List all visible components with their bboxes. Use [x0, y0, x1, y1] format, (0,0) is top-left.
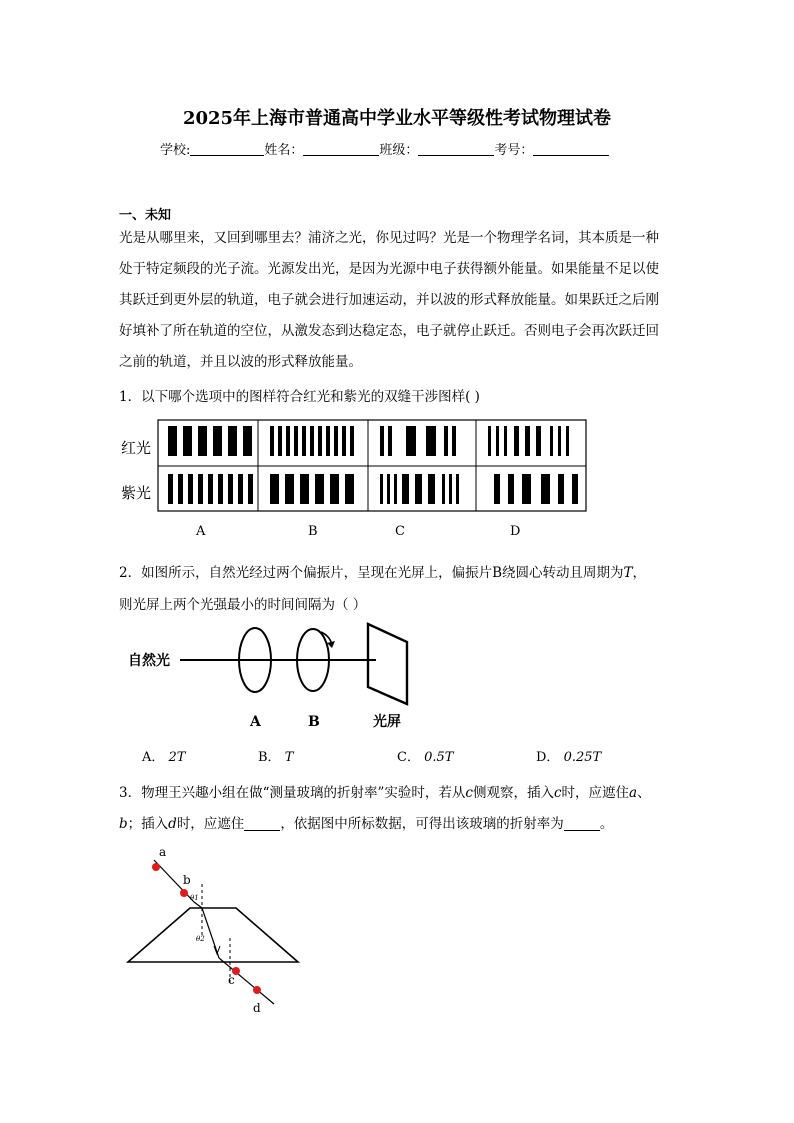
- q3-text: 侧观察，插入: [472, 785, 554, 801]
- class-label: 班级：: [379, 143, 419, 158]
- refracted-ray: [202, 908, 219, 958]
- fringe-bar: [536, 426, 541, 456]
- fringe-bar: [243, 426, 252, 456]
- fringe-bar: [198, 426, 207, 456]
- fringe-bar: [496, 426, 499, 456]
- student-info-line: [160, 139, 609, 158]
- ray-arrow: [214, 946, 220, 954]
- theta1-label: θ1: [190, 894, 199, 902]
- fringe-bar: [525, 426, 530, 456]
- fringe-bar: [188, 474, 193, 504]
- q1-option-d: D: [510, 524, 521, 539]
- q3-var: b: [119, 816, 128, 832]
- fringe-bar: [558, 474, 564, 504]
- fringe-bar: [248, 474, 253, 504]
- fringe-bar: [270, 426, 274, 456]
- passage-line: 之前的轨道，并且以波的形式释放能量。: [119, 354, 362, 370]
- q1-option-c: C: [395, 524, 405, 539]
- fringe-bar: [394, 474, 397, 504]
- fringe-bar: [442, 474, 445, 504]
- fringe-bar: [449, 474, 452, 504]
- q3-text: 时，应遮住: [561, 785, 630, 801]
- school-blank: [190, 142, 264, 156]
- fringe-bar: [270, 474, 279, 504]
- q3-text: 。: [599, 816, 614, 832]
- fringe-bar: [183, 426, 192, 456]
- q3-var: c: [465, 785, 473, 801]
- option-letter: B．: [258, 750, 281, 765]
- fringe-bar: [213, 426, 222, 456]
- answer-blank[interactable]: [564, 816, 600, 831]
- passage-line: 处于特定频段的光子流。光源发出光，是因为光源中电子获得额外能量。如果能量不足以使: [119, 261, 659, 277]
- q3-line1: [119, 781, 651, 801]
- fringe-bar: [326, 426, 330, 456]
- fringe-bar: [300, 474, 309, 504]
- q3-text: ，依据图中所标数据，可得出该玻璃的折射率为: [280, 816, 564, 832]
- fringe-bar: [426, 426, 436, 456]
- fringe-bar: [302, 426, 306, 456]
- screen-label: 光屏: [373, 714, 401, 730]
- fringe-bar: [387, 474, 390, 504]
- theta2-label: θ2: [196, 935, 205, 943]
- fringe-bar: [456, 474, 459, 504]
- fringe-bar: [168, 426, 177, 456]
- page-title: 2025年上海市普通高中学业水平等级性考试物理试卷: [182, 108, 612, 129]
- fringe-bar: [550, 426, 553, 456]
- fringe-bar: [415, 474, 422, 504]
- q3-text: 时，应遮住: [176, 816, 245, 832]
- fringe-bar: [350, 426, 354, 456]
- natural-light-label: 自然光: [128, 653, 170, 669]
- q2-option-b: [258, 746, 293, 765]
- fringe-bar: [310, 426, 314, 456]
- fringe-bar: [286, 426, 290, 456]
- q3-text: 3．物理王兴趣小组在做“测量玻璃的折射率”实验时，若从: [119, 785, 466, 801]
- incident-ray-end: [194, 902, 202, 908]
- q3-var: c: [553, 785, 562, 801]
- q1-interference-figure: [118, 414, 590, 540]
- fringe-bar: [380, 474, 383, 504]
- pin-a: [152, 863, 160, 871]
- fringe-bar: [318, 426, 322, 456]
- school-label: 学校:: [160, 143, 191, 158]
- fringe-bar: [380, 426, 384, 456]
- option-value: T: [284, 750, 294, 765]
- light-screen: [368, 624, 407, 704]
- fringe-bar: [278, 426, 282, 456]
- q2-line1-text: 2．如图所示，自然光经过两个偏振片，呈现在光屏上，偏振片B绕圆心转动且周期为: [119, 565, 624, 581]
- violet-light-label: 紫光: [121, 484, 152, 502]
- fringe-bar: [504, 426, 507, 456]
- q2-line1: [119, 561, 646, 581]
- q2-line2: 则光屏上两个光强最小的时间间隔为（ ）: [119, 597, 367, 613]
- fringe-bar: [541, 474, 550, 504]
- fringe-bar: [566, 426, 569, 456]
- fringe-bar: [168, 474, 173, 504]
- q3-var: a: [629, 785, 638, 801]
- passage-line: 好填补了所在轨道的空位，从激发态到达稳定态，电子就停止跃迁。否则电子会再次跃迁回: [119, 323, 659, 339]
- red-light-label: 红光: [121, 439, 152, 457]
- q2-polarizer-figure: [124, 620, 424, 732]
- option-value: 0.25T: [563, 750, 602, 765]
- fringe-bar: [406, 426, 416, 456]
- q3-line2: [119, 812, 613, 832]
- fringe-bar: [228, 426, 237, 456]
- passage: [119, 228, 689, 383]
- option-letter: D．: [536, 750, 560, 765]
- fringe-bar: [178, 474, 183, 504]
- fringe-bar: [330, 474, 339, 504]
- passage-line: 其跃迁到更外层的轨道，电子就会进行加速运动，并以波的形式释放能量。如果跃迁之后刚: [119, 292, 659, 308]
- fringe-bar: [508, 474, 514, 504]
- name-label: 姓名：: [264, 143, 304, 158]
- q3-text: 、: [637, 785, 651, 801]
- fringe-bar: [208, 474, 213, 504]
- q2-line1-end: ，: [632, 565, 647, 581]
- q3-refraction-figure: [124, 838, 304, 1023]
- option-value: 2T: [168, 750, 186, 765]
- q2-option-c: [397, 746, 453, 765]
- option-value: 0.5T: [424, 750, 454, 765]
- interference-fringes: [168, 426, 578, 504]
- fringe-bar: [558, 426, 561, 456]
- pin-b-label: b: [183, 873, 191, 887]
- polarizer-a-label: A: [250, 714, 261, 730]
- fringe-bar: [238, 474, 243, 504]
- fringe-bar: [218, 474, 223, 504]
- fringe-bar: [334, 426, 338, 456]
- pin-d: [253, 986, 261, 994]
- fringe-bar: [345, 474, 354, 504]
- class-blank: [418, 142, 494, 156]
- q1-option-a: A: [196, 524, 206, 539]
- answer-blank[interactable]: [244, 816, 280, 831]
- fringe-bar: [444, 426, 448, 456]
- name-blank: [303, 142, 379, 156]
- fringe-bar: [494, 474, 500, 504]
- q2-period-symbol: T: [623, 565, 633, 581]
- fringe-bar: [294, 426, 298, 456]
- pin-a-label: a: [159, 845, 167, 859]
- q1-text: 1．以下哪个选项中的图样符合红光和紫光的双缝干涉图样( ): [119, 389, 480, 405]
- passage-line: 光是从哪里来，又回到哪里去？浦济之光，你见过吗？光是一个物理学名词，其本质是一种: [119, 230, 659, 246]
- fringe-bar: [514, 426, 519, 456]
- polarizer-b-label: B: [308, 714, 320, 730]
- id-blank: [533, 142, 609, 156]
- fringe-bar: [388, 426, 392, 456]
- q2-option-d: [536, 746, 601, 765]
- fringe-bar: [452, 426, 456, 456]
- fringe-bar: [228, 474, 233, 504]
- pin-c-label: c: [228, 973, 235, 987]
- fringe-bar: [522, 474, 531, 504]
- option-letter: C．: [397, 750, 420, 765]
- q3-text: ；插入: [127, 816, 169, 832]
- fringe-bar: [488, 426, 491, 456]
- q2-option-a: [142, 746, 185, 765]
- fringe-bar: [198, 474, 203, 504]
- pin-b: [180, 889, 188, 897]
- section-heading: 一、未知: [119, 208, 172, 223]
- fringe-bar: [402, 474, 409, 504]
- id-label: 考号：: [494, 143, 534, 158]
- fringe-bar: [342, 426, 346, 456]
- q3-var: d: [168, 816, 177, 832]
- option-letter: A．: [142, 750, 165, 765]
- fringe-bar: [428, 474, 435, 504]
- pin-d-label: d: [253, 1001, 261, 1015]
- fringe-bar: [315, 474, 324, 504]
- glass-trapezoid: [128, 908, 298, 962]
- fringe-bar: [285, 474, 294, 504]
- fringe-bar: [572, 474, 578, 504]
- q1-option-b: B: [308, 524, 318, 539]
